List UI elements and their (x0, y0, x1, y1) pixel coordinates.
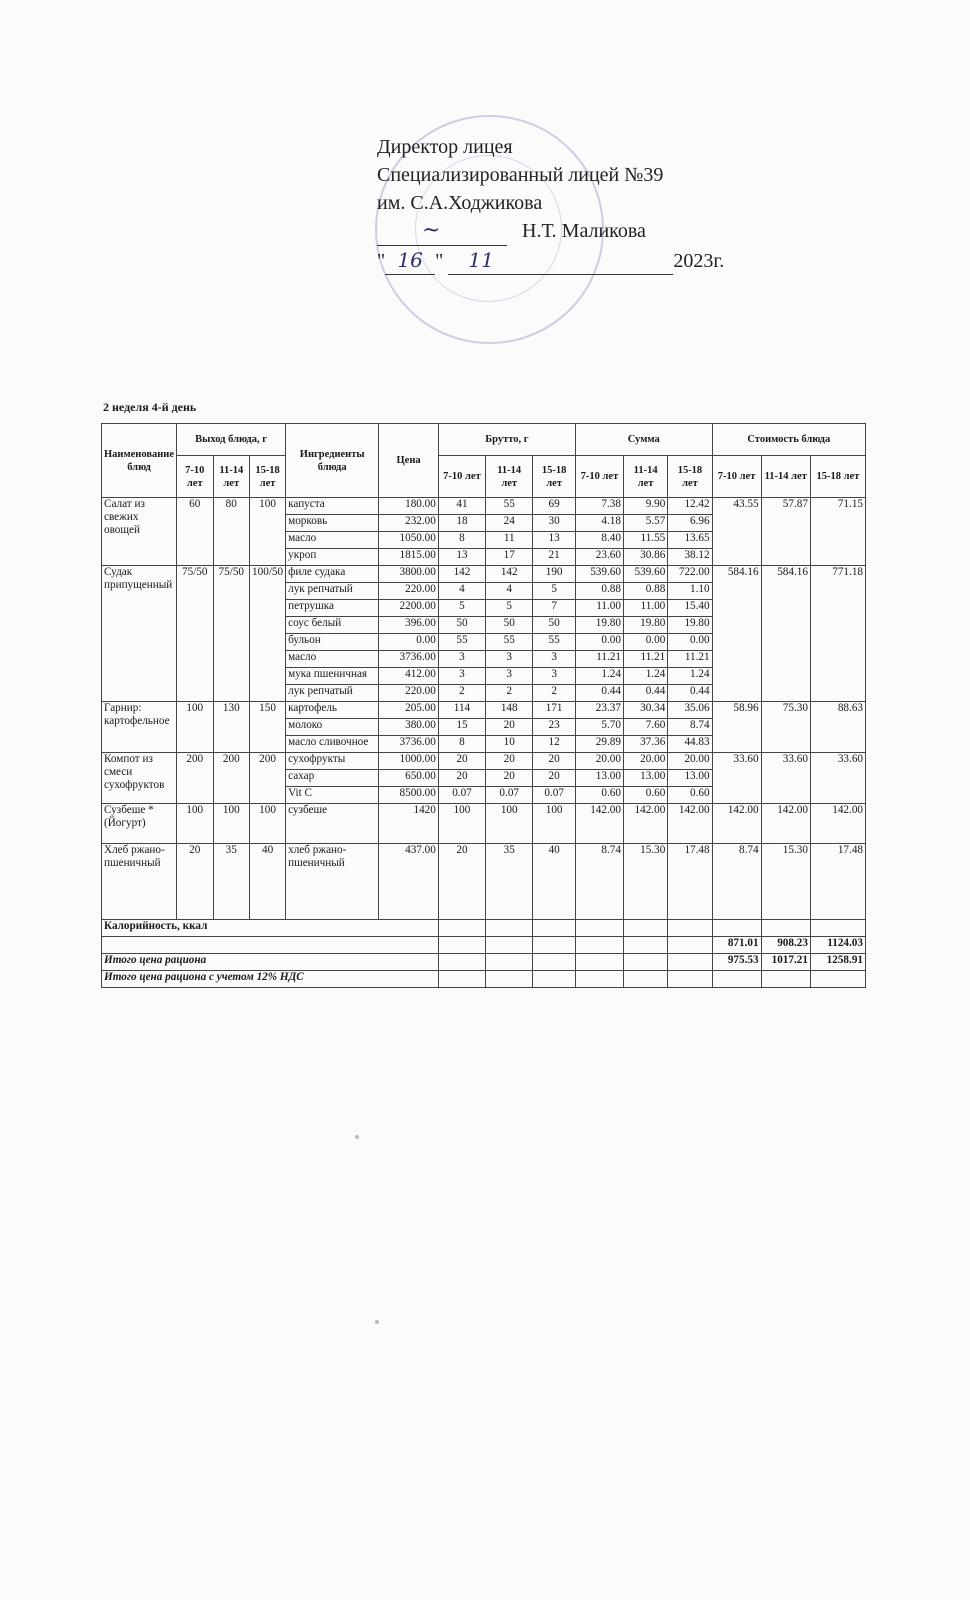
ingredient-price: 3800.00 (379, 566, 439, 583)
brutto-value: 0.07 (438, 787, 485, 804)
signature: ~ (377, 217, 507, 246)
brutto-value: 4 (438, 583, 485, 600)
sum-value: 8.40 (575, 532, 623, 549)
dish-name: Хлеб ржано-пшеничный (102, 844, 177, 920)
sum-value: 9.90 (623, 498, 667, 515)
dish-name: Гарнир: картофельное (102, 702, 177, 753)
brutto-value: 55 (486, 498, 533, 515)
brutto-value: 8 (438, 736, 485, 753)
sum-value: 11.21 (623, 651, 667, 668)
sum-value: 30.86 (623, 549, 667, 566)
sum-value: 0.00 (623, 634, 667, 651)
brutto-value: 55 (486, 634, 533, 651)
total-value: 1258.91 (810, 954, 865, 971)
dish-output: 100 (177, 702, 214, 753)
ingredient-price: 1420 (379, 804, 439, 844)
brutto-value: 20 (486, 753, 533, 770)
sum-value: 1.24 (668, 668, 712, 685)
totals-row (102, 971, 866, 988)
ingredient-name: лук репчатый (286, 583, 379, 600)
ingredient-price: 205.00 (379, 702, 439, 719)
ingredient-name: сузбеше (286, 804, 379, 844)
dish-name: Салат из свежих овощей (102, 498, 177, 566)
brutto-value: 100 (438, 804, 485, 844)
sum-value: 539.60 (575, 566, 623, 583)
speck (375, 1320, 379, 1324)
ingredient-name: укроп (286, 549, 379, 566)
totals-label: Итого цена рациона с учетом 12% НДС (102, 971, 439, 988)
brutto-value: 3 (486, 668, 533, 685)
dish-cost: 43.55 (712, 498, 761, 566)
ingredient-name: капуста (286, 498, 379, 515)
sum-value: 30.34 (623, 702, 667, 719)
dish-cost: 771.18 (810, 566, 865, 702)
header-age: 7-10 лет (438, 456, 485, 498)
dish-cost: 58.96 (712, 702, 761, 753)
brutto-value: 15 (438, 719, 485, 736)
brutto-value: 2 (486, 685, 533, 702)
ingredient-price: 232.00 (379, 515, 439, 532)
table-body (102, 498, 866, 920)
total-value (761, 971, 810, 988)
table-row (102, 702, 866, 719)
ingredient-price: 220.00 (379, 583, 439, 600)
dish-output: 20 (177, 844, 214, 920)
brutto-value: 20 (486, 719, 533, 736)
totals-row (102, 954, 866, 971)
ingredient-name: масло сливочное (286, 736, 379, 753)
ingredient-price: 1050.00 (379, 532, 439, 549)
ingredient-name: молоко (286, 719, 379, 736)
approval-org-name: им. С.А.Ходжикова (377, 192, 543, 214)
date-day: 16 (385, 246, 435, 275)
ingredient-name: Vit C (286, 787, 379, 804)
ingredient-name: масло (286, 651, 379, 668)
brutto-value: 50 (438, 617, 485, 634)
ingredient-price: 0.00 (379, 634, 439, 651)
ingredient-price: 1000.00 (379, 753, 439, 770)
ingredient-price: 380.00 (379, 719, 439, 736)
sum-value: 23.37 (575, 702, 623, 719)
approval-date: " 16 " 11 2023г. (377, 246, 724, 275)
sum-value: 29.89 (575, 736, 623, 753)
dish-output: 75/50 (177, 566, 214, 702)
ingredient-price: 650.00 (379, 770, 439, 787)
ingredient-name: лук репчатый (286, 685, 379, 702)
header-cost: Стоимость блюда (712, 424, 865, 456)
brutto-value: 3 (438, 651, 485, 668)
sum-value: 13.00 (575, 770, 623, 787)
sum-value: 0.44 (668, 685, 712, 702)
ingredient-name: хлеб ржано-пшеничный (286, 844, 379, 920)
sum-value: 15.30 (623, 844, 667, 920)
ingredient-price: 180.00 (379, 498, 439, 515)
totals-row (102, 937, 866, 954)
total-value (712, 971, 761, 988)
ingredient-price: 220.00 (379, 685, 439, 702)
brutto-value: 142 (438, 566, 485, 583)
sum-value: 17.48 (668, 844, 712, 920)
total-value: 871.01 (712, 937, 761, 954)
header-age: 15-18 лет (250, 456, 286, 498)
brutto-value: 20 (533, 753, 576, 770)
brutto-value: 7 (533, 600, 576, 617)
table-header (102, 424, 866, 498)
brutto-value: 100 (533, 804, 576, 844)
ingredient-price: 2200.00 (379, 600, 439, 617)
brutto-value: 18 (438, 515, 485, 532)
brutto-value: 35 (486, 844, 533, 920)
brutto-value: 3 (438, 668, 485, 685)
dish-name: Компот из смеси сухофруктов (102, 753, 177, 804)
approval-org: Специализированный лицей №39 (377, 164, 664, 186)
brutto-value: 50 (533, 617, 576, 634)
dish-output: 75/50 (213, 566, 250, 702)
sum-value: 19.80 (623, 617, 667, 634)
ingredient-name: соус белый (286, 617, 379, 634)
ingredient-price: 412.00 (379, 668, 439, 685)
brutto-value: 100 (486, 804, 533, 844)
brutto-value: 12 (533, 736, 576, 753)
sum-value: 11.21 (575, 651, 623, 668)
brutto-value: 3 (533, 651, 576, 668)
ingredient-price: 8500.00 (379, 787, 439, 804)
approval-signature-line (377, 217, 724, 246)
table-row (102, 566, 866, 583)
sum-value: 37.36 (623, 736, 667, 753)
dish-cost: 142.00 (761, 804, 810, 844)
ingredient-name: сахар (286, 770, 379, 787)
brutto-value: 17 (486, 549, 533, 566)
dish-cost: 71.15 (810, 498, 865, 566)
header-age: 11-14 лет (486, 456, 533, 498)
sum-value: 0.88 (623, 583, 667, 600)
dish-cost: 33.60 (761, 753, 810, 804)
brutto-value: 114 (438, 702, 485, 719)
brutto-value: 8 (438, 532, 485, 549)
table-row (102, 498, 866, 515)
dish-output: 60 (177, 498, 214, 566)
dish-cost: 33.60 (810, 753, 865, 804)
brutto-value: 0.07 (533, 787, 576, 804)
calories-label: Калорийность, ккал (102, 920, 439, 937)
sum-value: 38.12 (668, 549, 712, 566)
sum-value: 0.00 (575, 634, 623, 651)
brutto-value: 3 (486, 651, 533, 668)
table-row (102, 844, 866, 920)
header-age: 11-14 лет (213, 456, 250, 498)
brutto-value: 190 (533, 566, 576, 583)
dish-cost: 142.00 (810, 804, 865, 844)
table-row (102, 804, 866, 844)
sum-value: 13.00 (623, 770, 667, 787)
dish-name: Сузбеше *(Йогурт) (102, 804, 177, 844)
sum-value: 0.44 (575, 685, 623, 702)
approval-block (377, 133, 724, 275)
sum-value: 1.10 (668, 583, 712, 600)
sum-value: 142.00 (668, 804, 712, 844)
sum-value: 142.00 (575, 804, 623, 844)
header-age: 11-14 лет (761, 456, 810, 498)
brutto-value: 5 (533, 583, 576, 600)
dish-output: 100 (177, 804, 214, 844)
dish-cost: 75.30 (761, 702, 810, 753)
ingredient-price: 437.00 (379, 844, 439, 920)
ingredient-price: 3736.00 (379, 651, 439, 668)
sum-value: 722.00 (668, 566, 712, 583)
sum-value: 8.74 (668, 719, 712, 736)
brutto-value: 24 (486, 515, 533, 532)
speck (355, 1135, 359, 1139)
brutto-value: 5 (438, 600, 485, 617)
brutto-value: 148 (486, 702, 533, 719)
brutto-value: 0.07 (486, 787, 533, 804)
header-age: 15-18 лет (533, 456, 576, 498)
dish-output: 35 (213, 844, 250, 920)
header-age: 7-10 лет (575, 456, 623, 498)
brutto-value: 13 (533, 532, 576, 549)
sum-value: 5.57 (623, 515, 667, 532)
sum-value: 12.42 (668, 498, 712, 515)
dish-output: 200 (213, 753, 250, 804)
sum-value: 6.96 (668, 515, 712, 532)
ingredient-price: 3736.00 (379, 736, 439, 753)
sum-value: 1.24 (623, 668, 667, 685)
total-value: 908.23 (761, 937, 810, 954)
approval-title: Директор лицея (377, 136, 513, 158)
sum-value: 20.00 (575, 753, 623, 770)
dish-cost: 584.16 (712, 566, 761, 702)
header-name: Наименование блюд (102, 424, 177, 498)
dish-output: 100 (250, 498, 286, 566)
total-value: 1017.21 (761, 954, 810, 971)
sum-value: 13.00 (668, 770, 712, 787)
brutto-value: 20 (438, 770, 485, 787)
dish-output: 200 (250, 753, 286, 804)
menu-table (101, 423, 866, 988)
sum-value: 13.65 (668, 532, 712, 549)
brutto-value: 30 (533, 515, 576, 532)
ingredient-name: мука пшеничная (286, 668, 379, 685)
brutto-value: 20 (533, 770, 576, 787)
brutto-value: 142 (486, 566, 533, 583)
dish-output: 100/50 (250, 566, 286, 702)
ingredient-name: бульон (286, 634, 379, 651)
brutto-value: 41 (438, 498, 485, 515)
sum-value: 0.60 (668, 787, 712, 804)
ingredient-price: 396.00 (379, 617, 439, 634)
total-value (810, 971, 865, 988)
brutto-value: 171 (533, 702, 576, 719)
header-age: 7-10 лет (177, 456, 214, 498)
ingredient-name: морковь (286, 515, 379, 532)
brutto-value: 21 (533, 549, 576, 566)
brutto-value: 3 (533, 668, 576, 685)
ingredient-name: петрушка (286, 600, 379, 617)
header-age: 7-10 лет (712, 456, 761, 498)
dish-cost: 88.63 (810, 702, 865, 753)
ingredient-price: 1815.00 (379, 549, 439, 566)
dish-output: 40 (250, 844, 286, 920)
table-footer (102, 920, 866, 988)
dish-cost: 15.30 (761, 844, 810, 920)
totals-label (102, 937, 439, 954)
brutto-value: 5 (486, 600, 533, 617)
brutto-value: 23 (533, 719, 576, 736)
brutto-value: 11 (486, 532, 533, 549)
sum-value: 5.70 (575, 719, 623, 736)
sum-value: 7.38 (575, 498, 623, 515)
ingredient-name: картофель (286, 702, 379, 719)
dish-output: 130 (213, 702, 250, 753)
dish-cost: 8.74 (712, 844, 761, 920)
dish-name: Судак припущенный (102, 566, 177, 702)
ingredient-name: филе судака (286, 566, 379, 583)
sum-value: 44.83 (668, 736, 712, 753)
dish-output: 100 (213, 804, 250, 844)
sum-value: 0.88 (575, 583, 623, 600)
sum-value: 0.60 (575, 787, 623, 804)
dish-cost: 17.48 (810, 844, 865, 920)
dish-output: 200 (177, 753, 214, 804)
sum-value: 8.74 (575, 844, 623, 920)
brutto-value: 4 (486, 583, 533, 600)
total-value: 1124.03 (810, 937, 865, 954)
sum-value: 7.60 (623, 719, 667, 736)
dish-cost: 584.16 (761, 566, 810, 702)
sum-value: 0.60 (623, 787, 667, 804)
date-year: 2023г. (673, 250, 725, 272)
header-sum: Сумма (575, 424, 712, 456)
dish-cost: 57.87 (761, 498, 810, 566)
brutto-value: 40 (533, 844, 576, 920)
brutto-value: 2 (438, 685, 485, 702)
brutto-value: 69 (533, 498, 576, 515)
brutto-value: 13 (438, 549, 485, 566)
menu-subtitle: 2 неделя 4-й день (103, 400, 197, 414)
sum-value: 0.00 (668, 634, 712, 651)
dish-output: 150 (250, 702, 286, 753)
table-row (102, 753, 866, 770)
header-ingredients: Ингредиенты блюда (286, 424, 379, 498)
header-age: 15-18 лет (668, 456, 712, 498)
brutto-value: 55 (438, 634, 485, 651)
sum-value: 4.18 (575, 515, 623, 532)
brutto-value: 50 (486, 617, 533, 634)
sum-value: 19.80 (575, 617, 623, 634)
header-price: Цена (379, 424, 439, 498)
brutto-value: 20 (486, 770, 533, 787)
signer-name: Н.Т. Маликова (522, 220, 646, 242)
ingredient-name: масло (286, 532, 379, 549)
header-age: 11-14 лет (623, 456, 667, 498)
sum-value: 35.06 (668, 702, 712, 719)
sum-value: 1.24 (575, 668, 623, 685)
brutto-value: 20 (438, 753, 485, 770)
sum-value: 15.40 (668, 600, 712, 617)
sum-value: 20.00 (623, 753, 667, 770)
ingredient-name: сухофрукты (286, 753, 379, 770)
brutto-value: 2 (533, 685, 576, 702)
date-month: 11 (448, 246, 673, 275)
dish-cost: 33.60 (712, 753, 761, 804)
header-output: Выход блюда, г (177, 424, 286, 456)
brutto-value: 55 (533, 634, 576, 651)
sum-value: 142.00 (623, 804, 667, 844)
sum-value: 11.21 (668, 651, 712, 668)
dish-output: 80 (213, 498, 250, 566)
total-value: 975.53 (712, 954, 761, 971)
sum-value: 20.00 (668, 753, 712, 770)
brutto-value: 10 (486, 736, 533, 753)
dish-output: 100 (250, 804, 286, 844)
sum-value: 11.00 (623, 600, 667, 617)
sum-value: 539.60 (623, 566, 667, 583)
sum-value: 23.60 (575, 549, 623, 566)
sum-value: 19.80 (668, 617, 712, 634)
sum-value: 11.55 (623, 532, 667, 549)
sum-value: 11.00 (575, 600, 623, 617)
totals-label: Итого цена рациона (102, 954, 439, 971)
sum-value: 0.44 (623, 685, 667, 702)
brutto-value: 20 (438, 844, 485, 920)
header-age: 15-18 лет (810, 456, 865, 498)
header-brutto: Брутто, г (438, 424, 575, 456)
dish-cost: 142.00 (712, 804, 761, 844)
